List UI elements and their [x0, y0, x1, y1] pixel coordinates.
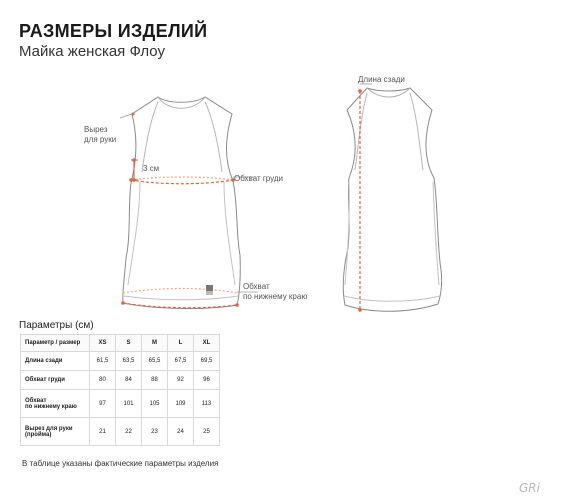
- header-param-cell: Параметр / размер: [21, 335, 90, 352]
- table-cell: 21: [90, 418, 116, 446]
- table-cell: 88: [142, 371, 168, 390]
- row-name: Длина сзади: [21, 352, 90, 371]
- table-cell: 92: [168, 371, 194, 390]
- table-caption: Параметры (см): [19, 320, 94, 331]
- table-cell: 105: [142, 390, 168, 418]
- hem-label-line-1: Обхват: [243, 282, 270, 291]
- hem-measure-line: [123, 303, 237, 308]
- table-cell: 67,5: [168, 352, 194, 371]
- hem-label-line-2: по нижнему краю: [243, 292, 308, 301]
- table-cell: 25: [194, 418, 220, 446]
- table-cell: 22: [116, 418, 142, 446]
- table-cell: 109: [168, 390, 194, 418]
- table-cell: 97: [90, 390, 116, 418]
- table-cell: 61,5: [90, 352, 116, 371]
- chest-label: Обхват груди: [234, 174, 284, 183]
- header-size-m: M: [142, 335, 168, 352]
- table-row: [21, 390, 220, 418]
- back-view-drawing: [343, 88, 441, 311]
- table-note: В таблице указаны фактические параметры изделия: [22, 459, 219, 468]
- row-name: [21, 390, 90, 418]
- page-title: РАЗМЕРЫ ИЗДЕЛИЙ: [19, 21, 208, 41]
- three-cm-label: 3 см: [143, 164, 160, 173]
- table-cell: 65,5: [142, 352, 168, 371]
- table-cell: 113: [194, 390, 220, 418]
- table-row: [21, 418, 220, 446]
- row-name: [21, 418, 90, 446]
- table-cell: 84: [116, 371, 142, 390]
- row-name-line-2: (пройма): [25, 431, 52, 438]
- product-subtitle: Майка женская Флоу: [19, 43, 165, 60]
- row-name: Обхват груди: [21, 371, 90, 390]
- row-name-line-1: Вырез для руки: [25, 425, 73, 432]
- table-cell: 24: [168, 418, 194, 446]
- table-cell: 23: [142, 418, 168, 446]
- table-row: [21, 352, 220, 371]
- table-row: [21, 371, 220, 390]
- row-name-line-1: Обхват: [25, 397, 47, 404]
- row-name-line-2: по нижнему краю: [25, 403, 77, 410]
- table-cell: 80: [90, 371, 116, 390]
- chest-measure-line: [131, 180, 233, 184]
- header-size-s: S: [116, 335, 142, 352]
- front-view-drawing: [123, 97, 240, 309]
- table-cell: 63,5: [116, 352, 142, 371]
- size-tag: [206, 285, 213, 291]
- header-size-xs: XS: [90, 335, 116, 352]
- size-table: [20, 334, 220, 446]
- table-header-row: [21, 335, 220, 352]
- brand-logo: GRi: [519, 481, 540, 495]
- header-size-xl: XL: [194, 335, 220, 352]
- armhole-label-line-2: для руки: [84, 135, 117, 144]
- armhole-label: [84, 125, 116, 145]
- header-size-l: L: [168, 335, 194, 352]
- hem-label: [243, 282, 307, 302]
- armhole-label-line-1: Вырез: [84, 125, 108, 134]
- table-cell: 96: [194, 371, 220, 390]
- table-cell: 101: [116, 390, 142, 418]
- back-length-label: Длина сзади: [358, 75, 405, 84]
- table-cell: 69,5: [194, 352, 220, 371]
